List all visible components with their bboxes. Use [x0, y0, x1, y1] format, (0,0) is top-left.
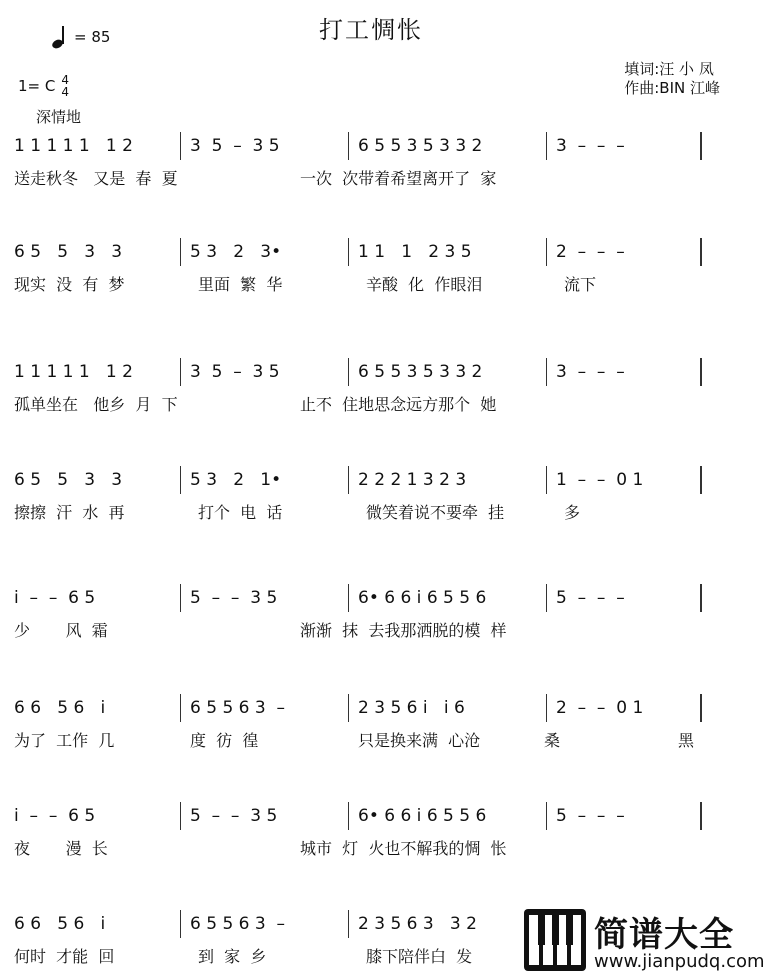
measure-notes: 3 5 – 3 5 — [190, 362, 280, 382]
bar-line — [546, 358, 547, 386]
logo-url: www.jianpudq.com — [594, 951, 765, 972]
key-label: 1= C — [18, 77, 56, 95]
measure-notes: i – – 6 5 — [14, 806, 96, 826]
lyric-text: 何时 才能 回 — [14, 947, 115, 966]
bar-line — [180, 584, 181, 612]
bar-line — [348, 910, 349, 938]
composer: 作曲:BIN 江峰 — [624, 79, 720, 97]
bar-line — [546, 584, 547, 612]
measure-notes: 5 – – 3 5 — [190, 806, 278, 826]
measure-notes: 1 – – 0 1 — [556, 470, 644, 490]
tempo-marking — [52, 26, 110, 48]
measure-notes: 6 6 5 6 i — [14, 914, 106, 934]
lyric-line — [14, 728, 714, 752]
note-line — [14, 362, 714, 390]
bar-line — [700, 694, 702, 722]
logo-name: 简谱大全 — [594, 915, 734, 955]
lyric-text: 送走秋冬 又是 春 夏 — [14, 169, 178, 188]
measure-notes: 6 6 5 6 i — [14, 698, 106, 718]
measure-notes: 1 1 1 1 1 1 2 — [14, 362, 133, 382]
bar-line — [700, 238, 702, 266]
bar-line — [348, 358, 349, 386]
tempo-value: = 85 — [74, 28, 111, 46]
bar-line — [180, 802, 181, 830]
bar-line — [348, 238, 349, 266]
bar-line — [700, 802, 702, 830]
note-line — [14, 698, 714, 726]
note-line — [14, 470, 714, 498]
lyric-line — [14, 618, 714, 642]
measure-notes: 5 – – 3 5 — [190, 588, 278, 608]
lyric-line — [14, 836, 714, 860]
measure-notes: 6 5 5 3 5 3 3 2 — [358, 362, 483, 382]
measure-notes: 6 5 5 3 3 — [14, 242, 123, 262]
measure-notes: 2 – – – — [556, 242, 625, 262]
bar-line — [180, 132, 181, 160]
bar-line — [348, 466, 349, 494]
lyric-text: 桑 — [544, 731, 561, 750]
bar-line — [180, 694, 181, 722]
bar-line — [700, 584, 702, 612]
bar-line — [546, 132, 547, 160]
credits — [624, 60, 720, 98]
lyric-text: 孤单坐在 他乡 月 下 — [14, 395, 178, 414]
lyric-line — [14, 272, 714, 296]
measure-notes: 2 2 2 1 3 2 3 — [358, 470, 467, 490]
lyric-text: 止不 住地思念远方那个 她 — [300, 395, 497, 414]
quarter-note-icon — [52, 26, 66, 48]
measure-notes: 3 – – – — [556, 136, 625, 156]
time-signature — [61, 74, 69, 98]
measure-notes: 6• 6 6 i 6 5 5 6 — [358, 806, 487, 826]
bar-line — [546, 694, 547, 722]
piano-keys-icon — [524, 909, 586, 971]
song-title: 打工惆怅 — [319, 16, 423, 44]
measure-notes: 6 5 5 6 3 – — [190, 698, 286, 718]
lyric-text: 城市 灯 火也不解我的惆 怅 — [300, 839, 507, 858]
expression-mark: 深情地 — [36, 108, 82, 126]
note-line — [14, 588, 714, 616]
measure-notes: 6 5 5 3 5 3 3 2 — [358, 136, 483, 156]
measure-notes: 3 – – – — [556, 362, 625, 382]
bar-line — [180, 358, 181, 386]
lyric-text: 打个 电 话 — [198, 503, 283, 522]
lyric-text: 微笑着说不要牵 挂 — [366, 503, 505, 522]
measure-notes: 2 3 5 6 i i 6 — [358, 698, 465, 718]
lyric-text: 流下 — [564, 275, 597, 294]
lyricist: 填词:汪 小 凤 — [624, 60, 714, 78]
measure-notes: 5 3 2 1• — [190, 470, 282, 490]
bar-line — [348, 132, 349, 160]
lyric-line — [14, 392, 714, 416]
lyric-text: 多 — [564, 503, 581, 522]
note-line — [14, 136, 714, 164]
time-bottom: 4 — [61, 85, 69, 99]
key-signature — [18, 74, 69, 98]
lyric-text: 辛酸 化 作眼泪 — [366, 275, 483, 294]
bar-line — [700, 466, 702, 494]
bar-line — [348, 584, 349, 612]
measure-notes: 6 5 5 6 3 – — [190, 914, 286, 934]
lyric-text: 里面 繁 华 — [198, 275, 283, 294]
lyric-text: 到 家 乡 — [198, 947, 267, 966]
measure-notes: 1 1 1 2 3 5 — [358, 242, 472, 262]
lyric-text: 夜 漫 长 — [14, 839, 108, 858]
bar-line — [348, 694, 349, 722]
measure-notes: 5 – – – — [556, 806, 625, 826]
bar-line — [546, 802, 547, 830]
bar-line — [180, 238, 181, 266]
bar-line — [546, 466, 547, 494]
measure-notes: 1 1 1 1 1 1 2 — [14, 136, 133, 156]
note-line — [14, 242, 714, 270]
lyric-text: 渐渐 抹 去我那洒脱的模 样 — [300, 621, 507, 640]
measure-notes: 6• 6 6 i 6 5 5 6 — [358, 588, 487, 608]
lyric-text: 一次 次带着希望离开了 家 — [300, 169, 497, 188]
site-logo — [518, 905, 765, 977]
measure-notes: 6 5 5 3 3 — [14, 470, 123, 490]
lyric-line — [14, 500, 714, 524]
lyric-text: 为了 工作 几 — [14, 731, 115, 750]
lyric-text: 擦擦 汗 水 再 — [14, 503, 125, 522]
bar-line — [700, 358, 702, 386]
lyric-text: 黑 — [678, 731, 695, 750]
lyric-text: 少 风 霜 — [14, 621, 108, 640]
lyric-text: 只是换来满 心沧 — [358, 731, 481, 750]
bar-line — [180, 466, 181, 494]
bar-line — [348, 802, 349, 830]
bar-line — [180, 910, 181, 938]
lyric-line — [14, 166, 714, 190]
lyric-text: 膝下陪伴白 发 — [366, 947, 473, 966]
measure-notes: i – – 6 5 — [14, 588, 96, 608]
measure-notes: 5 – – – — [556, 588, 625, 608]
bar-line — [700, 132, 702, 160]
lyric-text: 度 彷 徨 — [190, 731, 259, 750]
bar-line — [546, 238, 547, 266]
measure-notes: 3 5 – 3 5 — [190, 136, 280, 156]
measure-notes: 2 – – 0 1 — [556, 698, 644, 718]
lyric-text: 现实 没 有 梦 — [14, 275, 125, 294]
measure-notes: 2 3 5 6 3 3 2 — [358, 914, 477, 934]
measure-notes: 5 3 2 3• — [190, 242, 282, 262]
note-line — [14, 806, 714, 834]
time-top: 4 — [61, 73, 69, 87]
